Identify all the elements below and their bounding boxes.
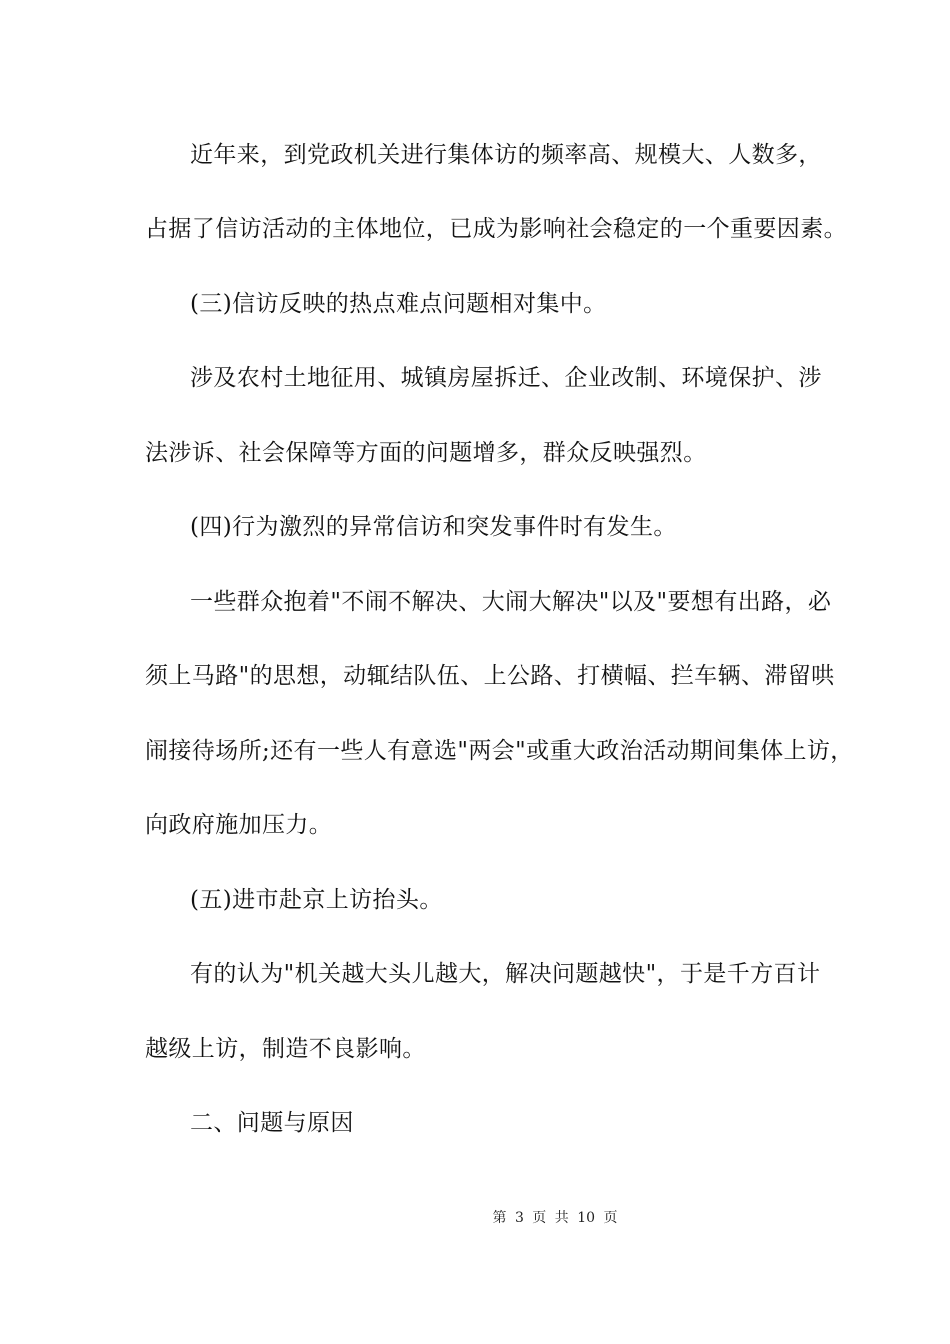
- paragraph-line: 向政府施加压力。: [145, 812, 333, 838]
- paragraph-line: 一些群众抱着"不闹不解决、大闹大解决"以及"要想有出路，必: [190, 589, 832, 615]
- section-heading: (五)进市赴京上访抬头。: [190, 887, 443, 913]
- paragraph-line: 越级上访，制造不良影响。: [145, 1036, 426, 1062]
- page-number-footer: 第 3 页 共 10 页: [492, 1210, 618, 1226]
- paragraph-line: 须上马路"的思想，动辄结队伍、上公路、打横幅、拦车辆、滞留哄: [145, 663, 835, 689]
- paragraph-line: 近年来，到党政机关进行集体访的频率高、规模大、人数多，: [190, 142, 822, 168]
- paragraph-line: 涉及农村土地征用、城镇房屋拆迁、企业改制、环境保护、涉: [190, 365, 822, 391]
- paragraph-line: 占据了信访活动的主体地位，已成为影响社会稳定的一个重要因素。: [145, 216, 847, 242]
- section-heading: 二、问题与原因: [190, 1110, 354, 1136]
- paragraph-line: 闹接待场所;还有一些人有意选"两会"或重大政治活动期间集体上访，: [145, 738, 854, 764]
- section-heading: (四)行为激烈的异常信访和突发事件时有发生。: [190, 514, 677, 540]
- paragraph-line: 有的认为"机关越大头儿越大，解决问题越快"，于是千方百计: [190, 961, 821, 987]
- section-heading: (三)信访反映的热点难点问题相对集中。: [190, 291, 607, 317]
- paragraph-line: 法涉诉、社会保障等方面的问题增多，群众反映强烈。: [145, 440, 707, 466]
